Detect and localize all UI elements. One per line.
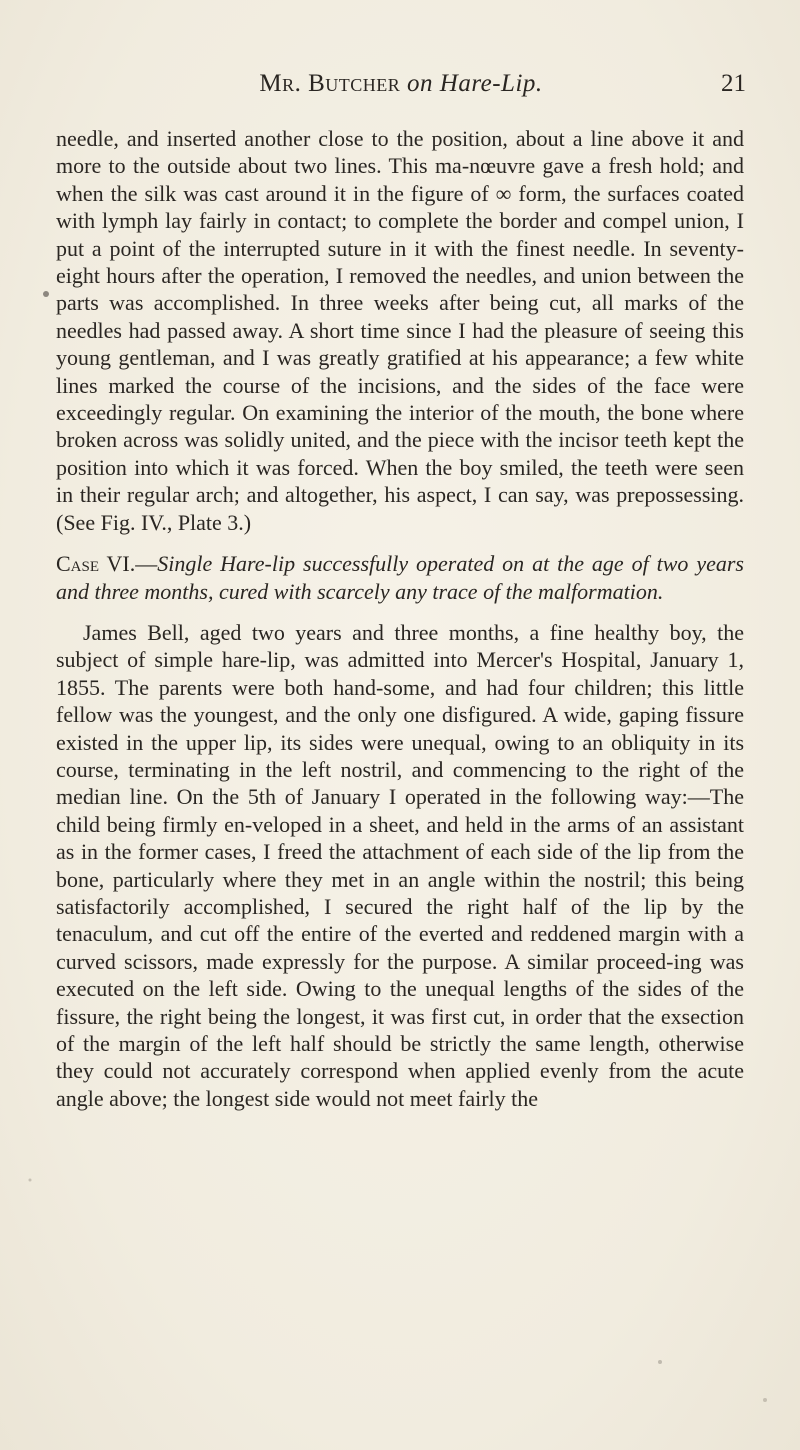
body-text (56, 125, 744, 1112)
running-title (56, 70, 746, 98)
running-head (56, 70, 746, 110)
case-paragraph: James Bell, aged two years and three months, a fine healthy boy, the subject of simple hare-lip, was admitted into Mercer's Hospital, January 1, 1855. The parents were both hand-some, and had four children; this little fellow was the youngest, and the only one disfigured. A wide, gaping fissure existed in the upper lip, its sides were unequal, owing to an obliquity in its course, terminating in the left nostril, and commencing to the right of the median line. On the 5th of January I operated in the following way:—The child being firmly en-veloped in a sheet, and held in the arms of an assistant as in the former cases, I freed the attachment of each side of the lip from the bone, particularly where they met in an angle within the nostril; this being satisfactorily accomplished, I secured the right half of the lip by the tenaculum, and cut off the entire of the everted and reddened margin with a curved scissors, made expressly for the purpose. A similar proceed-ing was executed on the left side. Owing to the unequal lengths of the sides of the fissure, the right being the longest, it was first cut, in order that the exsection of the margin of the left half should be strictly the same length, otherwise they could not accurately correspond when applied evenly from the acute angle above; the longest side would not meet fairly the (56, 619, 744, 1111)
continued-paragraph: needle, and inserted another close to the position, about a line above it and more to the outside about two lines. This ma-nœuvre gave a fresh hold; and when the silk was cast around it in the figure of ∞ form, the surfaces coated with lymph lay fairly in contact; to complete the border and compel union, I put a point of the interrupted suture in it with the finest needle. In seventy-eight hours after the operation, I removed the needles, and union between the parts was accomplished. In three weeks after being cut, all marks of the needles had passed away. A short time since I had the pleasure of seeing this young gentleman, and I was greatly gratified at his appearance; a few white lines marked the course of the incisions, and the sides of the face were exceedingly regular. On examining the interior of the mouth, the bone where broken across was solidly united, and the piece with the incisor teeth kept the position into which it was forced. When the boy smiled, the teeth were seen in their regular arch; and altogether, his aspect, I can say, was prepossessing. (See Fig. IV., Plate 3.) (56, 126, 744, 535)
running-title-author: Mr. Butcher (259, 70, 401, 97)
case-heading (56, 550, 744, 605)
case-label: Case VI. (56, 551, 136, 577)
running-title-connector: on (407, 70, 434, 97)
running-title-subject: Hare-Lip. (439, 70, 543, 97)
page-number: 21 (721, 70, 746, 97)
case-description: Single Hare-lip successfully operated on at the age of two years and three months, cured with scarcely any trace of the malformation. (56, 551, 744, 604)
case-dash: — (135, 551, 158, 577)
